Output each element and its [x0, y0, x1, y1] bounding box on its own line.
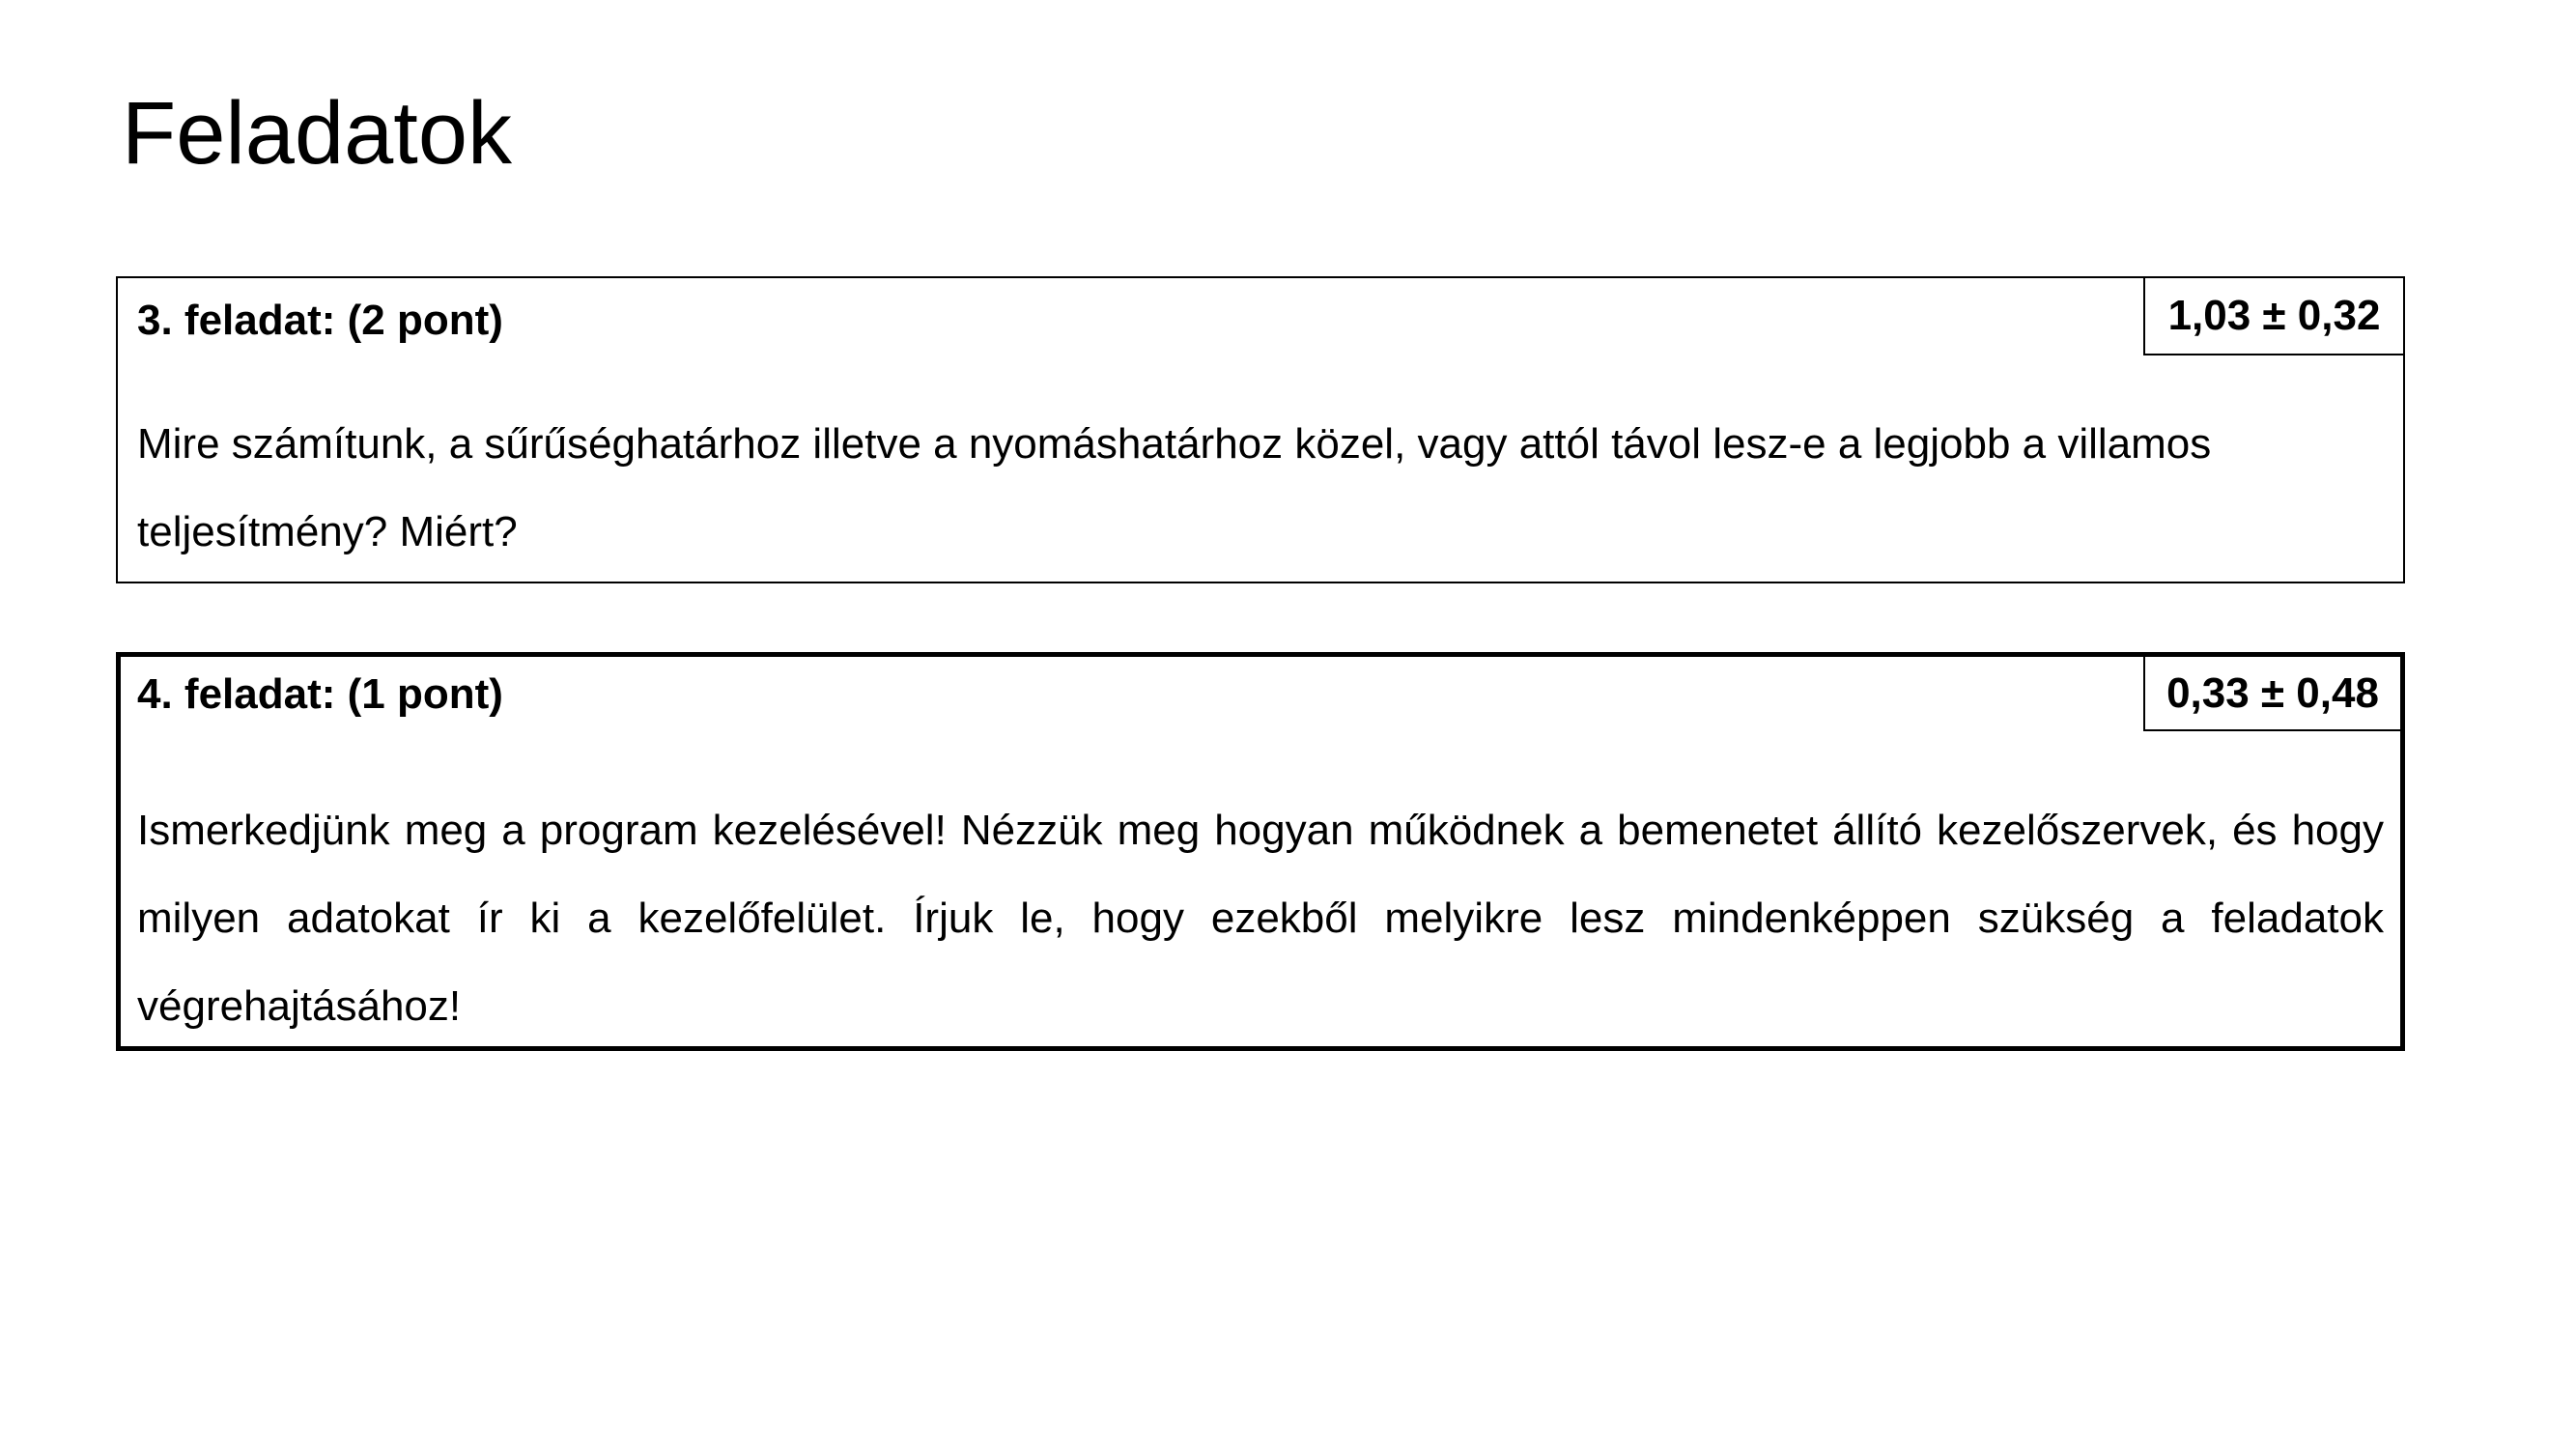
task-4-score-badge: 0,33 ± 0,48	[2143, 657, 2400, 731]
task-3-question-text: Mire számítunk, a sűrűséghatárhoz illetve a nyomáshatárhoz közel, vagy attól távol lesz-e a legjobb a villamos teljesítmény? Miért?	[137, 420, 2212, 555]
task-4-header: 4. feladat: (1 pont)	[137, 670, 503, 718]
task-3-header: 3. feladat: (2 pont)	[137, 297, 503, 344]
page-title: Feladatok	[122, 84, 513, 183]
task-3-score-badge: 1,03 ± 0,32	[2143, 278, 2403, 355]
task-4-box	[116, 652, 2405, 1051]
task-3-box	[116, 276, 2405, 583]
task-4-question-text: Ismerkedjünk meg a program kezelésével! Nézzük meg hogyan működnek a bemenetet állító kezelőszervek, és hogy milyen adatokat ír ki a kezelőfelület. Írjuk le, hogy ezekből melyikre lesz mindenképpen szükség a feladatok végrehajtásához!	[137, 807, 2384, 1030]
